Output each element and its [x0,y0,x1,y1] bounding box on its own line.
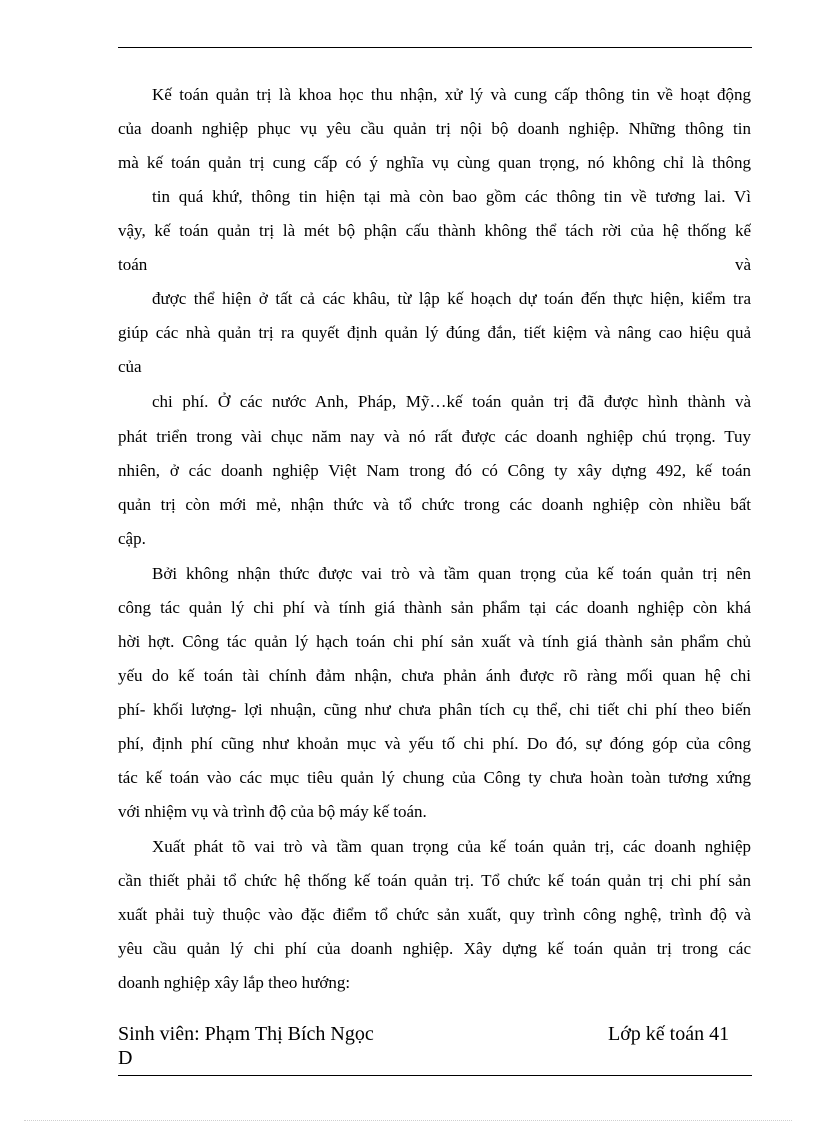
text-line: doanh nghiệp xây lắp theo hướng: [118,973,351,992]
text-line: xuất phải tuỳ thuộc vào đặc điểm tổ chức sản xuất, quy trình công nghệ, trình độ và [118,905,751,924]
text-line: của [118,357,142,376]
text-line: tin quá khứ, thông tin hiện tại mà còn bao gồm các thông tin về tương lai. Vì [152,187,751,206]
footer-class-suffix: D [118,1047,133,1069]
footer-student-name: Sinh viên: Phạm Thị Bích Ngọc [118,1023,374,1045]
page-edge-dots [24,1120,792,1121]
text-line: với nhiệm vụ và trình độ của bộ máy kế toán. [118,802,427,821]
text-line: phí- khối lượng- lợi nhuận, cũng như chưa phân tích cụ thể, chi tiết chi phí theo biến [118,700,751,719]
footer-class-name: Lớp kế toán 41 [608,1023,730,1045]
text-line: của doanh nghiệp phục vụ yêu cầu quản trị nội bộ doanh nghiệp. Những thông tin [118,119,751,138]
text-line: hời hợt. Công tác quản lý hạch toán chi phí sản xuất và tính giá thành sản phẩm chủ [118,632,751,651]
text-line: Kế toán quản trị là khoa học thu nhận, xử lý và cung cấp thông tin về hoạt động [152,85,751,104]
text-line: được thể hiện ở tất cả các khâu, từ lập kế hoạch dự toán đến thực hiện, kiểm tra [152,289,751,308]
text-line: toán và [118,255,751,274]
text-line: yêu cầu quản lý chi phí của doanh nghiệp. Xây dựng kế toán quản trị trong các [118,939,751,958]
text-line: Xuất phát tõ vai trò và tầm quan trọng của kế toán quản trị, các doanh nghiệp [152,837,751,856]
text-line: giúp các nhà quản trị ra quyết định quản lý đúng đắn, tiết kiệm và nâng cao hiệu quả [118,323,751,342]
text-line: cập. [118,529,146,548]
text-line: phí, định phí cũng như khoản mục và yếu tố chi phí. Do đó, sự đóng góp của công [118,734,751,753]
footer-rule [118,1075,752,1076]
text-line: công tác quản lý chi phí và tính giá thành sản phẩm tại các doanh nghiệp còn khá [118,598,751,617]
text-line: tác kế toán vào các mục tiêu quản lý chung của Công ty chưa hoàn toàn tương xứng [118,768,751,787]
text-line: mà kế toán quản trị cung cấp có ý nghĩa vụ cùng quan trọng, nó không chỉ là thông [118,153,751,172]
text-line: vậy, kế toán quản trị là mét bộ phận cấu thành không thể tách rời của hệ thống kế [118,221,751,240]
text-line: Bởi không nhận thức được vai trò và tầm quan trọng của kế toán quản trị nên [152,564,751,583]
text-line: cần thiết phải tổ chức hệ thống kế toán quản trị. Tổ chức kế toán quản trị chi phí sản [118,871,751,890]
header-rule [118,47,752,48]
text-line: chi phí. Ở các nước Anh, Pháp, Mỹ…kế toán quản trị đã được hình thành và [152,392,751,411]
text-line: quản trị còn mới mẻ, nhận thức và tổ chức trong các doanh nghiệp còn nhiều bất [118,495,751,514]
text-line: yếu do kế toán tài chính đảm nhận, chưa phản ánh được rõ ràng mối quan hệ chi [118,666,751,685]
text-line: phát triển trong vài chục năm nay và nó rất được các doanh nghiệp chú trọng. Tuy [118,427,751,446]
text-line: nhiên, ở các doanh nghiệp Việt Nam trong đó có Công ty xây dựng 492, kế toán [118,461,751,480]
